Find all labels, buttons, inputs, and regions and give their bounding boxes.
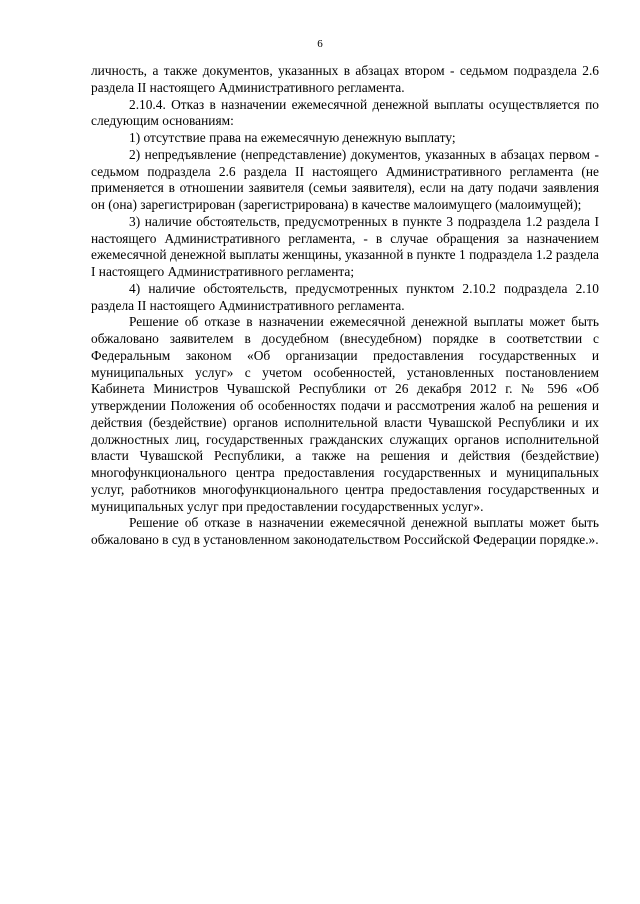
paragraph-ground-2: 2) непредъявление (непредставление) документов, указанных в абзацах первом - седьмом подраздела 2.6 раздела II настоящего Административного регламента (не применяется в отношении заявителя (семьи заявителя), если на дату подачи заявления он (она) зарегистрирован (зарегистрирована) в качестве малоимущего (малоимущей);	[91, 146, 599, 212]
paragraph-continuation: личность, а также документов, указанных в абзацах втором - седьмом подраздела 2.6 раздела II настоящего Административного регламента.	[91, 63, 599, 95]
paragraph-ground-3: 3) наличие обстоятельств, предусмотренных в пункте 3 подраздела 1.2 раздела I настоящего Административного регламента, - в случае обращения за назначением ежемесячной денежной выплаты женщины, указанной в пункте 1 подраздела 1.2 раздела I настоящего Административного регламента;	[91, 213, 599, 279]
page-number: 6	[317, 38, 323, 50]
paragraph-refusal-grounds: 2.10.4. Отказ в назначении ежемесячной денежной выплаты осуществляется по следующим основаниям:	[91, 96, 599, 129]
paragraph-appeal-pretrial: Решение об отказе в назначении ежемесячной денежной выплаты может быть обжаловано заявителем в досудебном (внесудебном) порядке в соответствии с Федеральным законом «Об организации предоставления государственных и муниципальных услуг» с учетом особенностей, установленных постановлением Кабинета Министров Чувашской Республики от 26 декабря 2012 г. № 596 «Об утверждении Положения об особенностях подачи и рассмотрения жалоб на решения и действия (бездействие) органов исполнительной власти Чувашской Республики и их должностных лиц, государственных гражданских служащих органов исполнительной власти Чувашской Республики, а также на решения и действия (бездействие) многофункционального центра предоставления государственных и муниципальных услуг, работников многофункционального центра предоставления государственных и муниципальных услуг при предоставлении государственных услуг».	[91, 314, 599, 514]
paragraph-ground-1: 1) отсутствие права на ежемесячную денежную выплату;	[129, 130, 456, 145]
paragraph-appeal-court: Решение об отказе в назначении ежемесячной денежной выплаты может быть обжаловано в суд в установленном законодательством Российской Федерации порядке.».	[91, 515, 599, 547]
body-text	[91, 63, 599, 549]
paragraph-ground-4: 4) наличие обстоятельств, предусмотренных пунктом 2.10.2 подраздела 2.10 раздела II настоящего Административного регламента.	[91, 280, 599, 313]
